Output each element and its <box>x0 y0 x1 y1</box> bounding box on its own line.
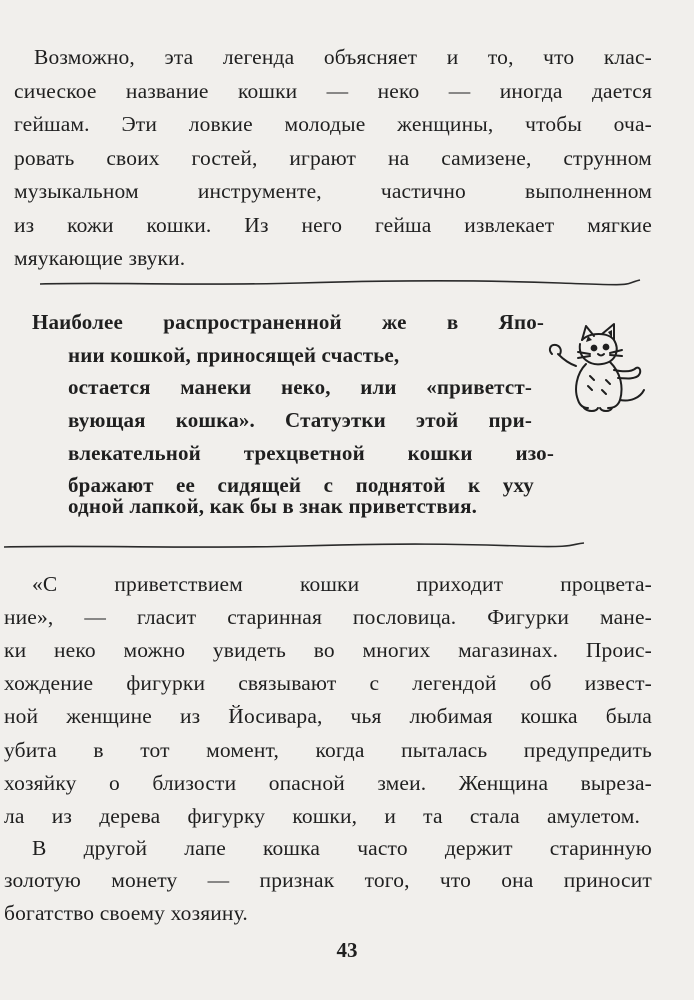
word: Наиболее <box>32 310 124 334</box>
word: приветствием <box>114 572 243 596</box>
word: можно <box>123 638 186 662</box>
word: о <box>108 771 120 795</box>
word: чья <box>350 704 382 728</box>
word: играют <box>289 146 357 170</box>
word: монету <box>111 868 178 892</box>
word: неко <box>53 638 96 662</box>
word: кошка». <box>175 408 255 432</box>
word: сидящей <box>217 473 302 497</box>
word: и <box>384 804 397 828</box>
text-line <box>14 81 652 103</box>
word: старинную <box>549 836 652 860</box>
word: ки <box>4 638 27 662</box>
word: амулетом. <box>546 804 640 828</box>
word: извест- <box>584 671 652 695</box>
word: Йосивара, <box>228 704 323 728</box>
word: ла <box>4 804 25 828</box>
divider-line-bottom <box>0 538 694 552</box>
word: вующая <box>68 408 146 432</box>
word: и <box>446 45 459 69</box>
word: когда <box>315 738 365 762</box>
word: кошка <box>520 704 578 728</box>
word: инструменте, <box>197 179 322 203</box>
word: была <box>605 704 652 728</box>
word: этой <box>416 408 459 432</box>
word: или <box>360 375 397 399</box>
waving-cat-icon <box>544 320 650 418</box>
word: эта <box>164 45 194 69</box>
word: на <box>387 146 410 170</box>
word: приносит <box>563 868 652 892</box>
text-line <box>4 870 652 892</box>
word: Эти <box>121 112 157 136</box>
text-line <box>32 574 652 596</box>
word: струнном <box>563 146 652 170</box>
word: изо- <box>515 441 554 465</box>
word: гласит <box>136 605 197 629</box>
word: при- <box>488 408 532 432</box>
word: извлекает <box>464 213 555 237</box>
word: Фигурки <box>487 605 570 629</box>
word: поднятой <box>355 473 446 497</box>
word: «приветст- <box>426 375 532 399</box>
word: хождение <box>4 671 94 695</box>
word: гостей, <box>191 146 258 170</box>
word: та <box>423 804 443 828</box>
word: к <box>468 473 481 497</box>
word: частично <box>380 179 466 203</box>
word: пыталась <box>401 738 488 762</box>
word: «С <box>32 572 58 596</box>
word: — <box>326 79 349 103</box>
word: многих <box>362 638 431 662</box>
word: — <box>84 605 107 629</box>
text-line <box>14 114 652 136</box>
word: из <box>51 804 73 828</box>
word: во <box>313 638 335 662</box>
word: хозяйку <box>4 771 77 795</box>
word: процвета- <box>560 572 652 596</box>
text-line <box>68 377 532 398</box>
word: манеки <box>180 375 252 399</box>
word: опасной <box>268 771 345 795</box>
word: ровать <box>14 146 75 170</box>
text-line <box>68 475 534 496</box>
word: самизене, <box>441 146 532 170</box>
word: Япо- <box>498 310 544 334</box>
word: трехцветной <box>243 441 365 465</box>
text-line: одной лапкой, как бы в знак приветствия. <box>68 494 478 518</box>
word: приходит <box>416 572 504 596</box>
word: мягкие <box>587 213 652 237</box>
word: — <box>207 868 230 892</box>
divider-line-top <box>0 276 694 290</box>
word: старинная <box>227 605 322 629</box>
word: Женщина <box>458 771 549 795</box>
text-line <box>4 673 652 695</box>
word: убита <box>4 738 57 762</box>
word: часто <box>357 836 408 860</box>
word: ной <box>4 704 39 728</box>
word: ние», <box>4 605 54 629</box>
word: оча- <box>613 112 652 136</box>
word: что <box>543 45 575 69</box>
word: змеи. <box>377 771 427 795</box>
text-line <box>14 181 652 203</box>
word: неко, <box>280 375 331 399</box>
word: кожи <box>67 213 114 237</box>
word: Из <box>244 213 269 237</box>
word: из <box>14 213 35 237</box>
word: — <box>448 79 471 103</box>
text-line <box>4 773 652 795</box>
word: из <box>179 704 201 728</box>
word: об <box>529 671 552 695</box>
text-line <box>4 740 652 762</box>
text-line <box>14 215 652 237</box>
word: кошки, <box>292 804 358 828</box>
word: момент, <box>206 738 279 762</box>
word: название <box>125 79 209 103</box>
word: Проис- <box>585 638 652 662</box>
word: влекательной <box>68 441 201 465</box>
word: него <box>301 213 343 237</box>
word: выполненном <box>525 179 652 203</box>
word: магазинах. <box>458 638 559 662</box>
word: дерева <box>99 804 161 828</box>
word: кошка <box>263 836 321 860</box>
word: распространенной <box>163 310 342 334</box>
text-line <box>32 838 652 860</box>
word: легенда <box>222 45 295 69</box>
text-line <box>4 640 652 662</box>
word: увидеть <box>212 638 287 662</box>
text-line <box>34 47 652 69</box>
text-line <box>14 148 652 170</box>
word: уху <box>502 473 534 497</box>
word: неко <box>377 79 420 103</box>
word: ее <box>176 473 195 497</box>
word: кошки <box>407 441 473 465</box>
word: легендой <box>412 671 497 695</box>
word: объясняет <box>323 45 418 69</box>
word: она <box>501 868 534 892</box>
text-line <box>4 706 652 728</box>
word: держит <box>444 836 513 860</box>
word: кошки. <box>146 213 212 237</box>
word: выреза- <box>580 771 652 795</box>
word: кошки <box>299 572 360 596</box>
word: стала <box>469 804 520 828</box>
word: бражают <box>68 473 154 497</box>
word: с <box>369 671 380 695</box>
word: в <box>446 310 459 334</box>
text-line <box>68 410 532 431</box>
word: музыкальном <box>14 179 139 203</box>
text-line <box>68 443 554 464</box>
word: ловкие <box>188 112 253 136</box>
word: дается <box>591 79 652 103</box>
word: Статуэтки <box>285 408 386 432</box>
word: пословица. <box>352 605 457 629</box>
word: В <box>32 836 47 860</box>
text-line <box>32 312 544 333</box>
word: фигурку <box>187 804 266 828</box>
word: другой <box>83 836 148 860</box>
word: остается <box>68 375 151 399</box>
word: то, <box>487 45 514 69</box>
word: с <box>323 473 334 497</box>
text-line: богатство своему хозяину. <box>4 901 248 925</box>
word: фигурки <box>126 671 206 695</box>
text-line: мяукающие звуки. <box>14 246 186 270</box>
word: кошки <box>237 79 298 103</box>
word: молодые <box>284 112 366 136</box>
word: любимая <box>409 704 493 728</box>
text-line <box>4 806 640 828</box>
word: что <box>439 868 471 892</box>
page-number: 43 <box>336 938 358 962</box>
word: своих <box>106 146 160 170</box>
word: женщине <box>66 704 152 728</box>
word: мане- <box>599 605 652 629</box>
word: признак <box>259 868 335 892</box>
text-line: нии кошкой, приносящей счастье, <box>68 343 400 367</box>
text-line <box>4 607 652 629</box>
word: клас- <box>603 45 652 69</box>
word: иногда <box>499 79 563 103</box>
word: в <box>93 738 104 762</box>
word: предупредить <box>523 738 652 762</box>
word: сическое <box>14 79 97 103</box>
word: женщины, <box>397 112 494 136</box>
word: же <box>382 310 407 334</box>
word: гейша <box>374 213 432 237</box>
word: Возможно, <box>34 45 135 69</box>
word: чтобы <box>525 112 582 136</box>
word: тот <box>140 738 170 762</box>
word: лапе <box>184 836 226 860</box>
word: связывают <box>238 671 337 695</box>
word: золотую <box>4 868 82 892</box>
word: того, <box>364 868 410 892</box>
word: гейшам. <box>14 112 90 136</box>
word: близости <box>152 771 237 795</box>
